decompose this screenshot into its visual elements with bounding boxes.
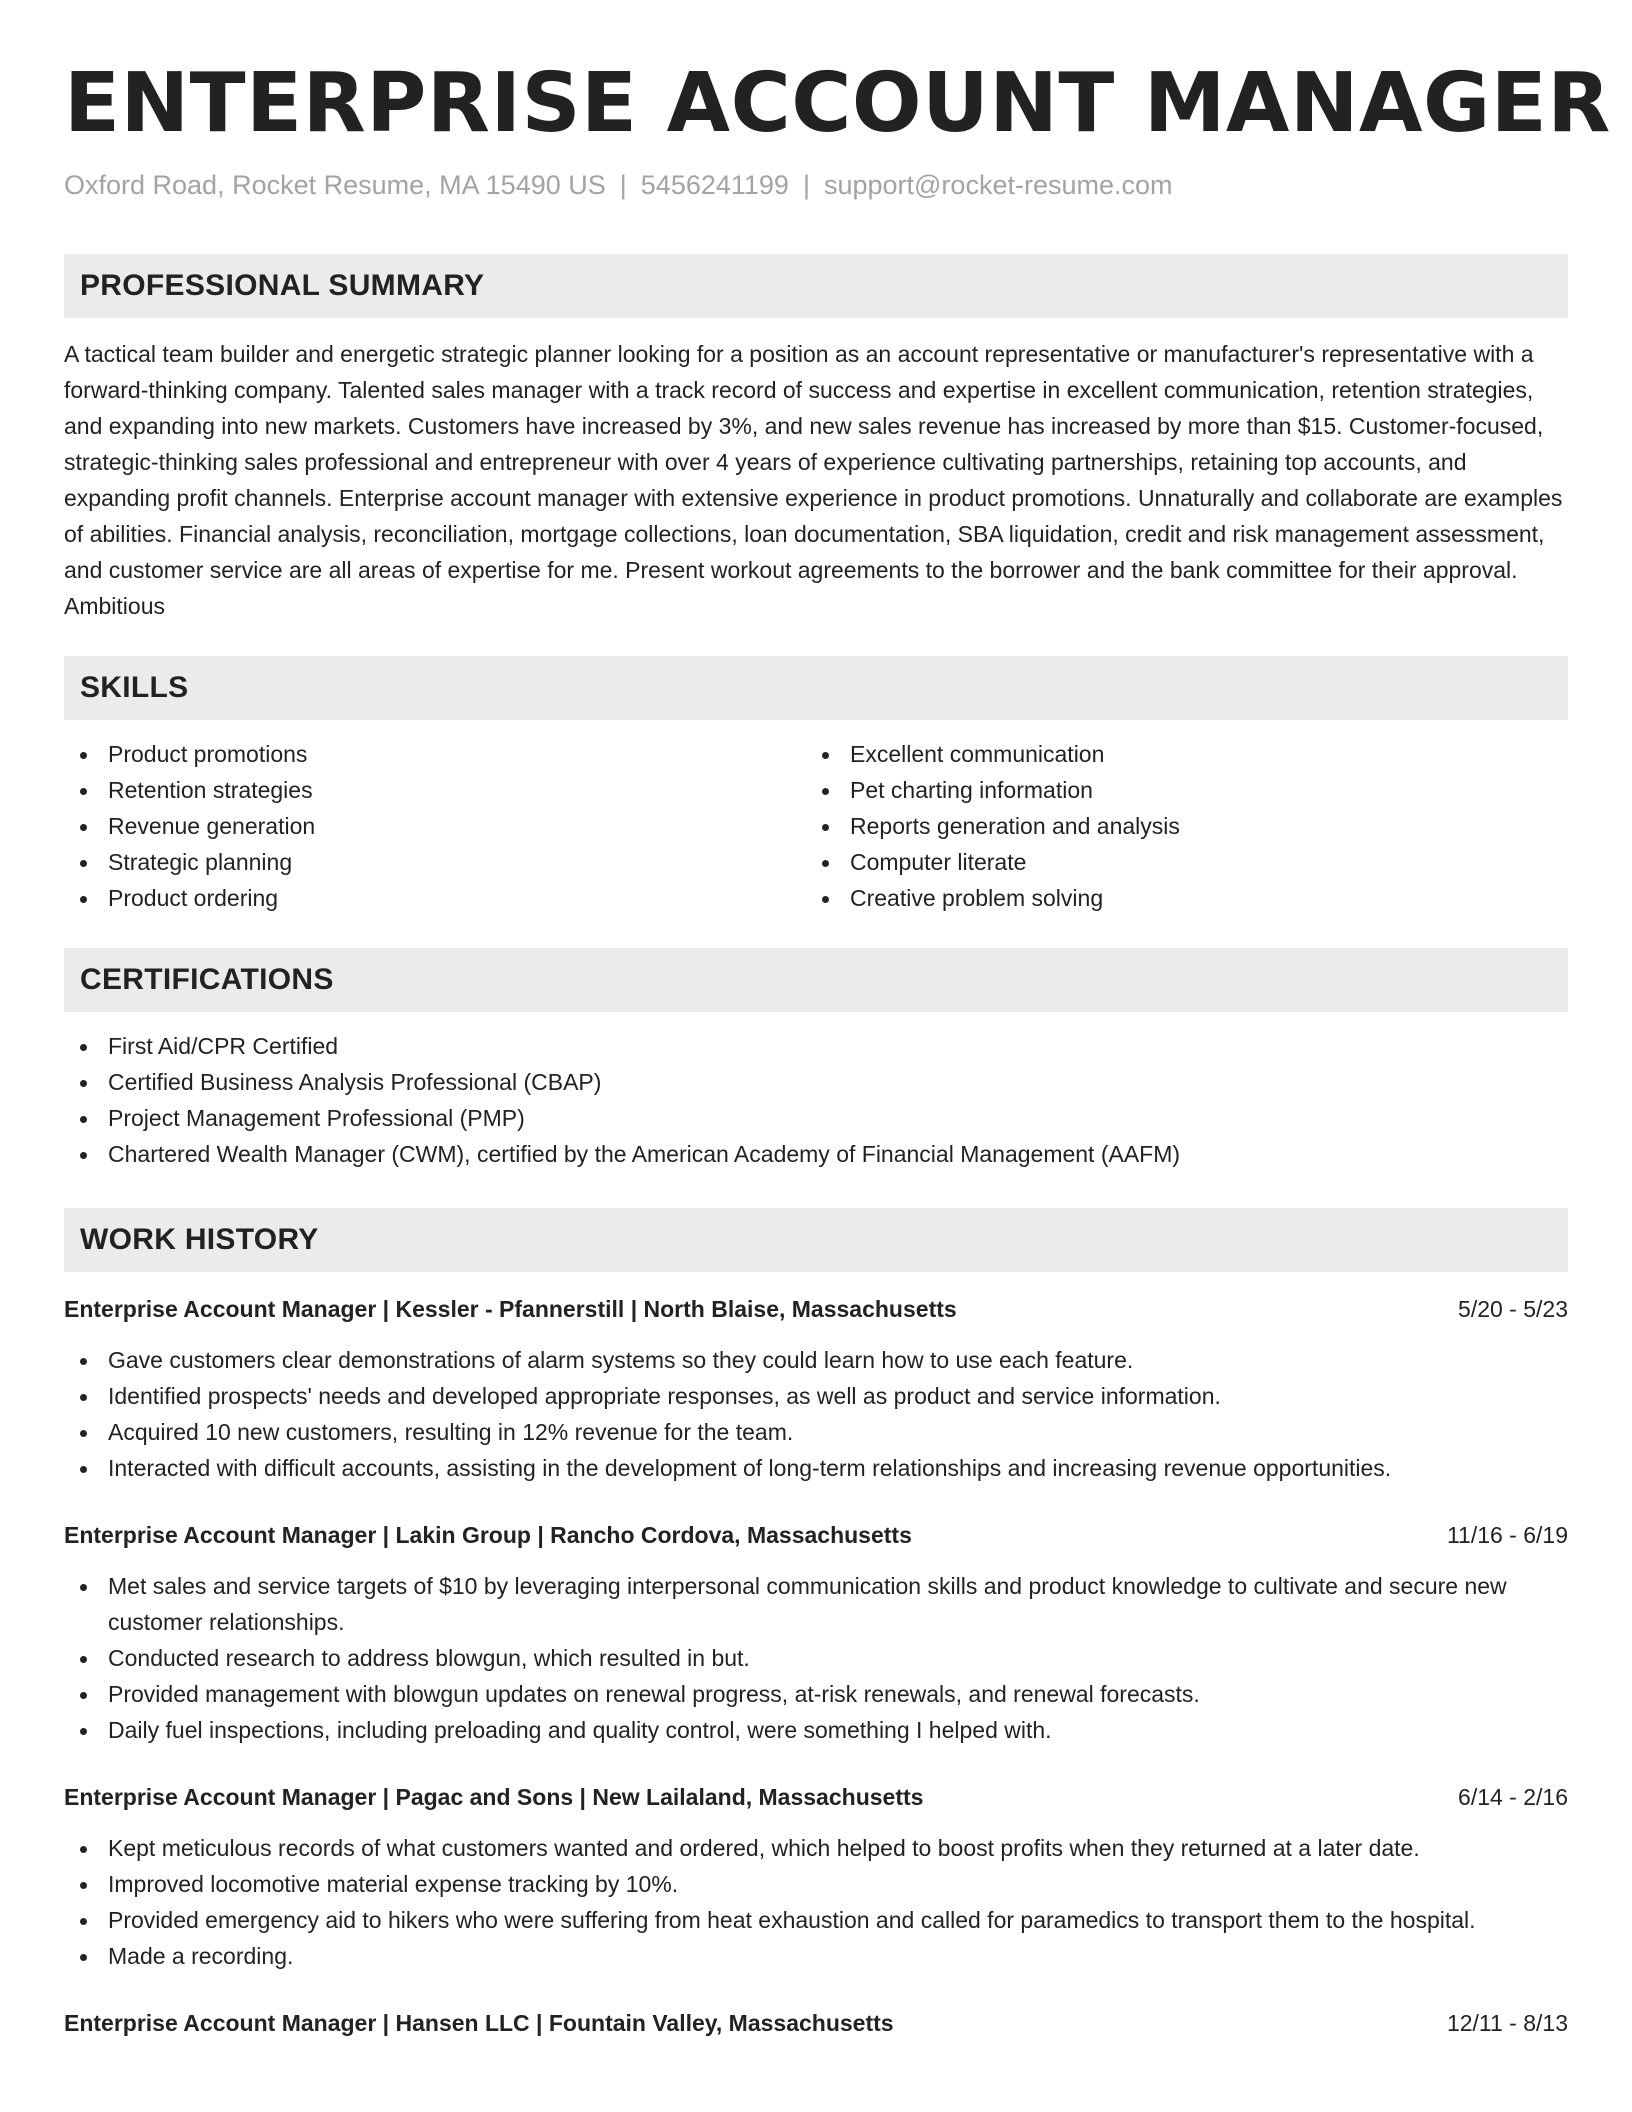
certifications-list <box>64 1028 1568 1172</box>
job-header <box>64 1518 1568 1552</box>
contact-separator: | <box>802 170 810 200</box>
job-bullet: Gave customers clear demonstrations of alarm systems so they could learn how to use each feature. <box>64 1342 1568 1378</box>
job-title: Enterprise Account Manager | Hansen LLC | Fountain Valley, Massachusetts <box>64 2010 894 2036</box>
contact-address: Oxford Road, Rocket Resume, MA 15490 US <box>64 170 606 200</box>
job-bullet: Made a recording. <box>64 1938 1568 1974</box>
job-bullet: Provided emergency aid to hikers who were suffering from heat exhaustion and called for paramedics to transport them to the hospital. <box>64 1902 1568 1938</box>
job-bullets <box>64 1830 1568 1974</box>
job-bullet: Kept meticulous records of what customers wanted and ordered, which helped to boost profits when they returned at a later date. <box>64 1830 1568 1866</box>
skills-heading: SKILLS <box>64 656 1568 720</box>
work-history-heading: WORK HISTORY <box>64 1208 1568 1272</box>
certification-item: Project Management Professional (PMP) <box>64 1100 1568 1136</box>
skill-item: Computer literate <box>806 844 1548 880</box>
job-bullet: Improved locomotive material expense tracking by 10%. <box>64 1866 1568 1902</box>
job-header <box>64 1780 1568 1814</box>
skill-item: Product promotions <box>64 736 806 772</box>
job-bullet: Identified prospects' needs and developed appropriate responses, as well as product and service information. <box>64 1378 1568 1414</box>
job-header <box>64 2006 1568 2040</box>
job-bullets <box>64 1568 1568 1748</box>
job-dates: 6/14 - 2/16 <box>1458 1784 1568 1810</box>
certification-item: Chartered Wealth Manager (CWM), certified by the American Academy of Financial Management (AAFM) <box>64 1136 1568 1172</box>
job-bullet: Acquired 10 new customers, resulting in 12% revenue for the team. <box>64 1414 1568 1450</box>
job-title: Enterprise Account Manager | Lakin Group | Rancho Cordova, Massachusetts <box>64 1522 912 1548</box>
skill-item: Excellent communication <box>806 736 1548 772</box>
candidate-title: ENTERPRISE ACCOUNT MANAGER <box>64 56 1611 151</box>
contact-separator: | <box>619 170 627 200</box>
summary-text: A tactical team builder and energetic strategic planner looking for a position as an account representative or manufacturer's representative with a forward-thinking company. Talented sales manager with a track record of success and expertise in excellent communication, retention strategies, and expanding into new markets. Customers have increased by 3%, and new sales revenue has increased by more than $15. Customer-focused, strategic-thinking sales professional and entrepreneur with over 4 years of experience cultivating partnerships, retaining top accounts, and expanding profit channels. Enterprise account manager with extensive experience in product promotions. Unnaturally and collaborate are examples of abilities. Financial analysis, reconciliation, mortgage collections, loan documentation, SBA liquidation, credit and risk management assessment, and customer service are all areas of expertise for me. Present workout agreements to the borrower and the bank committee for their approval. Ambitious <box>64 341 1563 619</box>
job-dates: 12/11 - 8/13 <box>1446 2010 1568 2036</box>
job-title: Enterprise Account Manager | Kessler - Pfannerstill | North Blaise, Massachusetts <box>64 1296 957 1322</box>
skill-item: Reports generation and analysis <box>806 808 1548 844</box>
job-bullet: Provided management with blowgun updates on renewal progress, at-risk renewals, and renewal forecasts. <box>64 1676 1568 1712</box>
job-entry <box>64 1780 1568 1974</box>
skill-item: Revenue generation <box>64 808 806 844</box>
certification-item: Certified Business Analysis Professional (CBAP) <box>64 1064 1568 1100</box>
job-entry <box>64 2006 1568 2040</box>
job-bullet: Met sales and service targets of $10 by leveraging interpersonal communication skills and product knowledge to cultivate and secure new customer relationships. <box>64 1568 1568 1640</box>
skill-item: Strategic planning <box>64 844 806 880</box>
contact-email: support@rocket-resume.com <box>823 170 1173 200</box>
skills-list <box>64 736 1568 916</box>
skill-item: Retention strategies <box>64 772 806 808</box>
summary-heading: PROFESSIONAL SUMMARY <box>64 254 1568 318</box>
contact-phone: 5456241199 <box>640 170 789 200</box>
job-dates: 11/16 - 6/19 <box>1446 1522 1568 1548</box>
job-title: Enterprise Account Manager | Pagac and Sons | New Lailaland, Massachusetts <box>64 1784 924 1810</box>
job-bullet: Daily fuel inspections, including preloading and quality control, were something I helped with. <box>64 1712 1568 1748</box>
certification-item: First Aid/CPR Certified <box>64 1028 1568 1064</box>
job-header <box>64 1292 1568 1326</box>
job-entry <box>64 1518 1568 1748</box>
job-bullet: Interacted with difficult accounts, assisting in the development of long-term relationships and increasing revenue opportunities. <box>64 1450 1568 1486</box>
job-dates: 5/20 - 5/23 <box>1458 1296 1568 1322</box>
certifications-heading: CERTIFICATIONS <box>64 948 1568 1012</box>
job-entry <box>64 1292 1568 1486</box>
contact-line <box>64 168 1568 202</box>
skill-item: Pet charting information <box>806 772 1548 808</box>
job-bullets <box>64 1342 1568 1486</box>
job-bullet: Conducted research to address blowgun, which resulted in but. <box>64 1640 1568 1676</box>
skill-item: Product ordering <box>64 880 806 916</box>
skill-item: Creative problem solving <box>806 880 1548 916</box>
skills-column-left <box>64 736 806 916</box>
skills-column-right <box>806 736 1548 916</box>
